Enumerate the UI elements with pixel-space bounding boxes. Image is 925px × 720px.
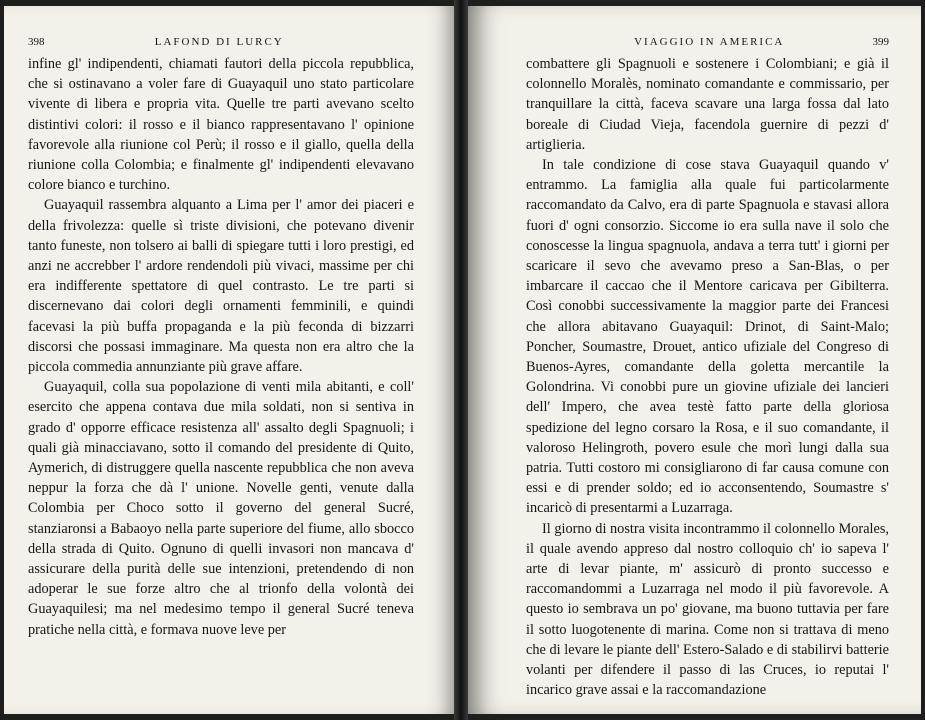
paragraph: Guayaquil, colla sua popolazione di venti mila abitanti, e coll' esercito che appena contava due mila soldati, non si sentiva in grado d' opporre efficace resistenza all' assalto degli Spagnuoli; i quali già minacciavano, sotto il comando del presidente di Quito, Aymerich, di distruggere quella nascente repubblica che non aveva neppur la forza che dà l' unione. Novelle genti, venute dalla Colombia per Choco sotto il governo del general Sucré, stanziaronsi a Babaoyo nella parte superiore del fiume, allo sbocco della strada di Quito. Ognuno di quelli invasori non mancava d' assicurare della purità delle sue intenzioni, pretendendo di non adoperar le sue forze altro che al trionfo della volontà dei Guayaquilesi; ma nel medesimo tempo il general Sucré teneva pratiche nella città, e formava nuove leve per: [28, 379, 414, 638]
paragraph: In tale condizione di cose stava Guayaquil quando v' entrammo. La famiglia alla quale fui particolarmente raccomandato da Calvo, era di parte Spagnuola e stavasi allora fuori d' ogni consorzio. Siccome io era sulla nave il solo che conoscesse la lingua spagnuola, andava a terra tutt' i giorni per scaricare il sevo che avevamo preso a San-Blas, o per imbarcare il caccao che il Mentore caricava per Gibilterra. Così conobbi successivamente la maggior parte dei Francesi che allora abitavano Guayaquil: Drinot, di Saint-Malo; Poncher, Soumastre, Drouet, antico ufiziale del Congreso di Buenos-Ayres, comandante della goletta mercantile la Golondrina. Vi conobbi pure un giovine ufiziale dei lancieri dell' Impero, che avea testè fatto parte della gloriosa spedizione del legno corsaro la Rosa, e il suo comandante, il valoroso Helingroth, povero esule che morì lungi dalla sua patria. Tutti costoro mi consigliarono di far causa comune con essi e di prender soldo; ed io acconsentendo, Soumastre s' incaricò di presentarmi a Luzarraga.: [526, 157, 889, 517]
left-running-head: LAFOND DI LURCY: [154, 36, 284, 48]
paragraph: combattere gli Spagnuoli e sostenere i Colombiani; e già il colonnello Moralès, nominato comandante e commissario, per tranquillare la città, faceva scavare una larga fossa dal lato boreale di Ciudad Vieja, facendola guernire di pezzi d' artiglieria.: [526, 56, 889, 153]
right-page: [468, 6, 921, 714]
left-page-header: [28, 36, 414, 48]
right-page-header: [526, 36, 889, 48]
paragraph: Il giorno di nostra visita incontrammo il colonnello Morales, il quale avendo appreso dal nostro colloquio ch' io sapeva l' arte di levar piante, m' assicurò di pronto successo e raccomandommi a Luzarraga nel modo il più favorevole. A questo io sembrava un po' giovane, ma buono tuttavia per fare il sotto luogotenente di marina. Come non si trattava di meno che di levare le piante dell' Estero-Salado e di stabilirvi batterie volanti per difendere il passo di las Cruces, io reputai l' incarico grave assai e la raccomandazione: [526, 520, 889, 699]
paragraph: Guayaquil rassembra alquanto a Lima per l' amor dei piaceri e della frivolezza: quelle sì triste divisioni, che potevano divenir tanto funeste, non tolsero ai balli di spiegare tutti i loro prestigi, ed anzi ne accrebber l' ardore rendendoli più vivaci, massime per chi era indifferente spettatore di quel contrasto. Le tre parti si discernevano dai colori degli ornamenti femminili, e quindi facevasi la più buffa propaganda e la più feconda di bizzarri discorsi che possasi immaginare. Ma questa non era altro che la piccola commedia annunziante più grave affare.: [28, 197, 414, 376]
right-running-head: VIAGGIO IN AMERICA: [634, 36, 785, 48]
left-page: [4, 6, 454, 714]
left-page-number: 398: [28, 36, 45, 48]
right-page-body: [526, 54, 889, 701]
book-gutter: [454, 0, 468, 720]
paragraph: infine gl' indipendenti, chiamati fautori della piccola repubblica, che si ostinavano a voler fare di Guayaquil uno stato particolare vivente di libera e propria vita. Quelle tre parti avevano scelto distintivi colori: il rosso e il bianco rappresentavano l' opinione favorevole alla riunione col Perù; il rosso e il giallo, quella della riunione colla Colombia; e finalmente gl' indipendenti elevavano colore bianco e turchino.: [28, 56, 414, 194]
left-page-body: [28, 54, 414, 640]
right-page-number: 399: [872, 36, 889, 48]
